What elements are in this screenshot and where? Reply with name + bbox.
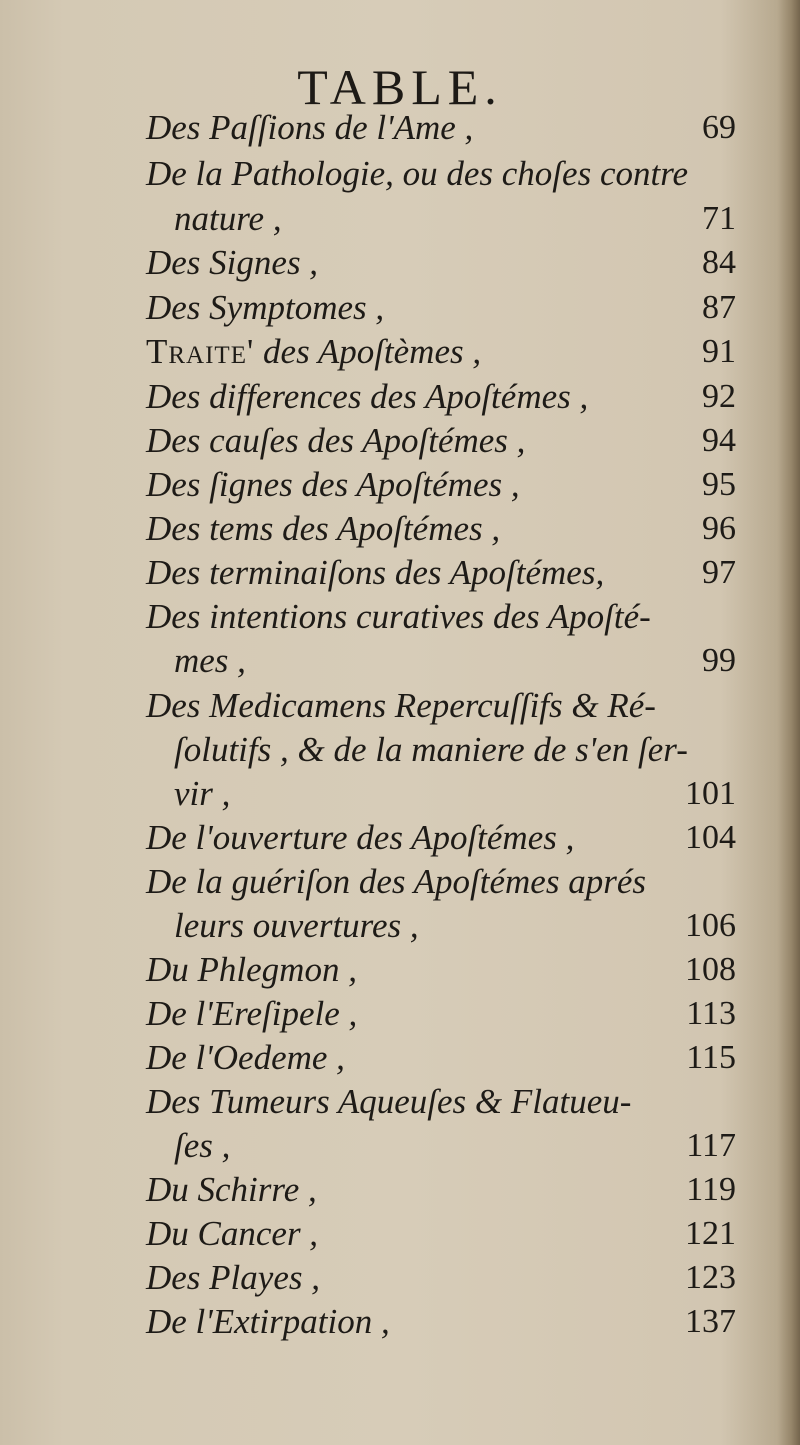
toc-entry-page: 108 bbox=[685, 951, 736, 988]
toc-entry-page: 101 bbox=[685, 775, 736, 812]
toc-entry-page: 71 bbox=[702, 200, 736, 237]
toc-entry-text: Des intentions curatives des Apoſté- bbox=[146, 597, 651, 636]
toc-entry-page: 117 bbox=[686, 1127, 736, 1164]
toc-entry-page: 137 bbox=[685, 1303, 736, 1340]
toc-entry-page: 123 bbox=[685, 1259, 736, 1296]
toc-entry-page: 113 bbox=[686, 995, 736, 1032]
toc-entry-text: Des Paſſions de l'Ame , bbox=[146, 108, 474, 147]
toc-entry-text: Des ſignes des Apoſtémes , bbox=[146, 465, 520, 504]
toc-entry-continuation: leurs ouvertures , bbox=[174, 906, 419, 945]
toc-entry-text: De l'ouverture des Apoſtémes , bbox=[146, 818, 575, 857]
toc-entry-text: De la Pathologie, ou des choſes contre bbox=[146, 154, 689, 193]
toc-entry-text: De l'Oedeme , bbox=[146, 1038, 345, 1077]
toc-entry-text: Du Cancer , bbox=[146, 1214, 319, 1253]
toc-entry-text: Des differences des Apoſtémes , bbox=[146, 377, 589, 416]
toc-entry-page: 97 bbox=[702, 554, 736, 591]
toc-entry-page: 115 bbox=[686, 1039, 736, 1076]
toc-entry-continuation: ſes , bbox=[174, 1126, 231, 1165]
toc-entry-text: Du Schirre , bbox=[146, 1170, 317, 1209]
toc-entry-text: Des terminaiſons des Apoſtémes, bbox=[146, 553, 605, 592]
toc-entry-page: 84 bbox=[702, 244, 736, 281]
toc-entry-continuation: nature , bbox=[174, 199, 282, 238]
toc-entry-page: 91 bbox=[702, 333, 736, 370]
toc-entry-text: Des Medicamens Repercuſſifs & Ré- bbox=[146, 686, 656, 725]
toc-entry-page: 95 bbox=[702, 466, 736, 503]
toc-entry-text: De l'Ereſipele , bbox=[146, 994, 358, 1033]
toc-entry-text: Des tems des Apoſtémes , bbox=[146, 509, 501, 548]
toc-entry-continuation: vir , bbox=[174, 774, 231, 813]
toc-entry-page: 119 bbox=[686, 1171, 736, 1208]
toc-entry-page: 106 bbox=[685, 907, 736, 944]
toc-entry-page: 104 bbox=[685, 819, 736, 856]
toc-entry-continuation: mes , bbox=[174, 641, 246, 680]
page-title: TABLE. bbox=[297, 59, 503, 115]
toc-entry-text: Des Tumeurs Aqueuſes & Flatueu- bbox=[146, 1082, 632, 1121]
toc-entry-page: 99 bbox=[702, 642, 736, 679]
toc-entry-page: 92 bbox=[702, 378, 736, 415]
toc-entry-text: Des Symptomes , bbox=[146, 288, 385, 327]
toc-entry-page: 87 bbox=[702, 289, 736, 326]
toc-entry-rest: des Apoſtèmes , bbox=[254, 332, 482, 371]
toc-entry-caps: Traite' bbox=[146, 332, 255, 371]
toc-entry-text: Des Signes , bbox=[146, 243, 319, 282]
toc-entry-text: De l'Extirpation , bbox=[146, 1302, 390, 1341]
toc-entry-page: 94 bbox=[702, 422, 736, 459]
toc-entry-text: Des Playes , bbox=[146, 1258, 320, 1297]
toc-entry-text bbox=[146, 332, 736, 372]
toc-entry-page: 121 bbox=[685, 1215, 736, 1252]
toc-entry-text: De la guériſon des Apoſtémes aprés bbox=[146, 862, 646, 901]
toc-entry-text: Du Phlegmon , bbox=[146, 950, 357, 989]
toc-entry-continuation: ſolutifs , & de la maniere de s'en ſer- bbox=[174, 730, 688, 769]
toc-entry-text: Des cauſes des Apoſtémes , bbox=[146, 421, 526, 460]
toc-entry-page: 69 bbox=[702, 109, 736, 146]
toc-entry-page: 96 bbox=[702, 510, 736, 547]
